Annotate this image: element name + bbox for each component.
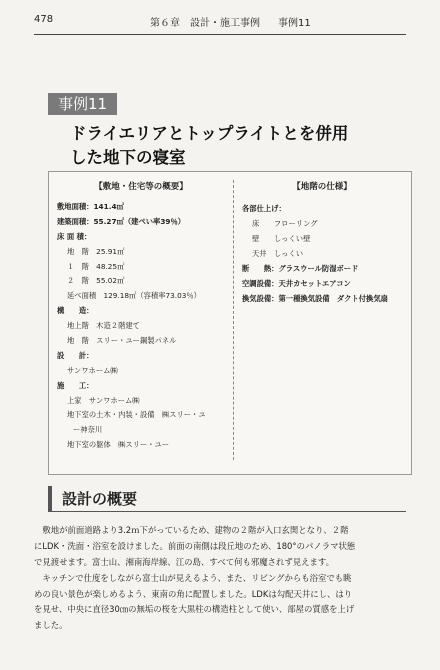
case-badge: 事例11	[48, 93, 117, 115]
case-reference: 事例11	[278, 18, 311, 29]
overview-row: 床 面 積：	[57, 231, 92, 241]
body-line: めの良い景色が楽しめるよう、東南の角に配置しました。LDKは勾配天井にし、はり	[34, 588, 353, 599]
spec-row: 断 熱：グラスウール防湿ボード	[242, 264, 359, 273]
title-line-2: した地下の寝室	[70, 148, 186, 167]
spec-row: 換気設備：第一種換気設備 ダクト付換気扇	[242, 294, 388, 303]
overview-row: 地上階 木造２階建て	[67, 321, 140, 331]
overview-column	[49, 172, 233, 472]
spec-row: 床 フローリング	[252, 219, 318, 228]
overview-row: 敷地面積：141.4㎡	[57, 202, 124, 211]
overview-row: 施 工：	[57, 380, 94, 390]
overview-row: 設 計：	[57, 350, 94, 360]
overview-row: 延べ面積 129.18㎡（容積率73.03％）	[67, 291, 201, 301]
spec-heading: 【地階の仕様】	[292, 182, 352, 192]
overview-row: 地 階 スリー・ユー鋼製パネル	[67, 336, 177, 346]
overview-row: ２ 階 55.02㎡	[67, 276, 125, 286]
spec-row: 壁 しっくい壁	[252, 234, 311, 243]
overview-heading: 【敷地・住宅等の概要】	[94, 182, 188, 192]
spec-column	[234, 172, 410, 472]
section-title: 設計の概要	[62, 490, 138, 508]
section-underline	[52, 511, 406, 512]
overview-row: １ 階 48.25㎡	[67, 261, 125, 271]
spec-row: 各部仕上げ：	[242, 204, 286, 213]
overview-row: 構 造：	[57, 306, 94, 316]
overview-row: 地 階 25.91㎡	[67, 246, 125, 256]
body-line: を見せ、中央に直径30㎝の無垢の桜を大黒柱の構造柱として使い、部屋の質感を上げ	[34, 604, 355, 615]
body-line: 敷地が前面道路より3.2ｍ下がっているため、建物の２階が入口玄関となり、２階	[34, 525, 349, 535]
page-title	[70, 122, 348, 170]
body-line: ました。	[34, 620, 68, 631]
body-line: キッチンで仕度をしながら富士山が見えるよう、また、リビングからも浴室でも眺	[34, 572, 352, 583]
overview-row: 建築面積：55.27㎡（建ぺい率39％）	[57, 216, 186, 226]
title-line-1: ドライエリアとトップライトとを併用	[70, 124, 349, 143]
section-marker	[48, 486, 52, 512]
spec-row: 天井 しっくい	[252, 249, 304, 258]
overview-row: 地下室の躯体 ㈱スリー・ユー	[67, 440, 170, 450]
overview-row: 上家 サンワホーム㈱	[67, 395, 140, 405]
section-header	[48, 486, 406, 512]
body-line: で見渡せます。富士山、湘南海岸線、江の島、すべて何も邪魔されず見えます。	[34, 556, 334, 567]
overview-row: サンワホーム㈱	[67, 365, 118, 375]
overview-row: 地下室の土木・内装・設備 ㈱スリー・ユ	[67, 410, 206, 420]
spec-row: 空調設備：天井カセットエアコン	[242, 279, 351, 288]
running-header	[0, 14, 440, 32]
chapter-heading: 第６章 設計・施工事例	[150, 18, 260, 29]
header-rule	[34, 34, 406, 35]
overview-row: ー神奈川	[73, 425, 103, 435]
body-line: にLDK・洗面・浴室を設けました。前面の南側は段丘地のため、180°のパノラマ状態	[34, 540, 356, 551]
body-paragraphs	[34, 523, 408, 634]
summary-box	[48, 171, 412, 475]
page-number: 478	[34, 14, 54, 25]
